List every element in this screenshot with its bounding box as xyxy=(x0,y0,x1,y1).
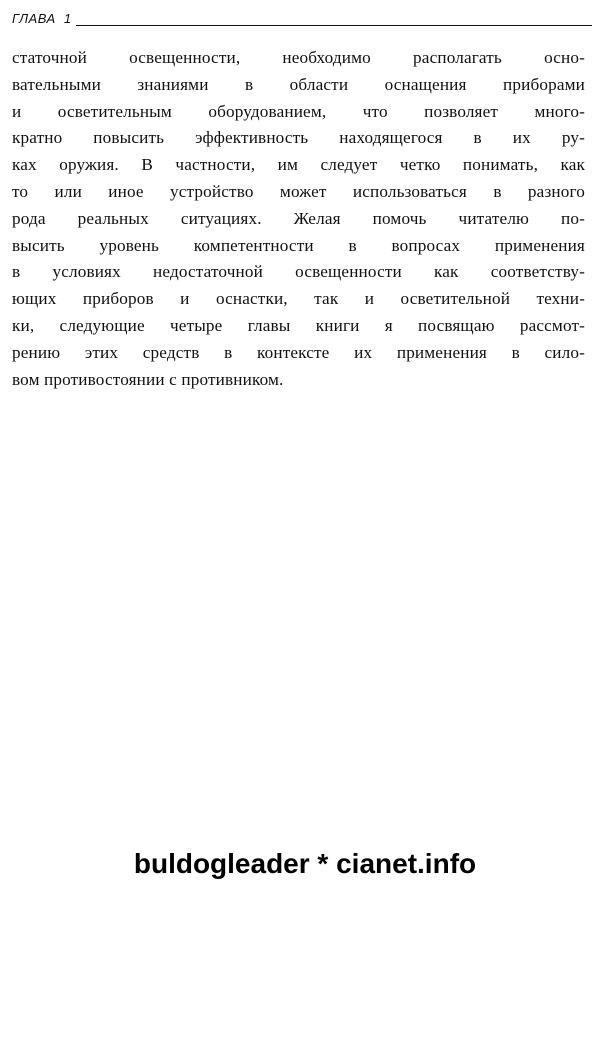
text-line: то или иное устройство может использоваться в разного xyxy=(12,181,585,201)
text-line: вом противостоянии с противником. xyxy=(12,369,284,389)
chapter-label: ГЛАВА 1 xyxy=(12,11,72,26)
text-line: рода реальных ситуациях. Желая помочь читателю по- xyxy=(12,208,585,228)
watermark-text: buldogleader * cianet.info xyxy=(133,848,477,879)
text-line: в условиях недостаточной освещенности как соответству- xyxy=(12,262,585,282)
running-header xyxy=(12,6,592,26)
text-line: статочной освещенности, необходимо располагать осно- xyxy=(12,48,585,67)
text-line: и осветительным оборудованием, что позволяет много- xyxy=(12,101,585,121)
text-line: вательными знаниями в области оснащения приборами xyxy=(12,74,585,94)
text-line: ющих приборов и оснастки, так и осветительной техни- xyxy=(12,289,585,309)
text-line: кратно повысить эффективность находящегося в их ру- xyxy=(12,128,585,148)
text-line: высить уровень компетентности в вопросах применения xyxy=(12,235,585,255)
header-rule xyxy=(76,25,592,26)
body-paragraph xyxy=(12,45,585,393)
text-line: ках оружия. В частности, им следует четко понимать, как xyxy=(12,155,585,175)
text-line: рению этих средств в контексте их применения в сило- xyxy=(12,342,585,362)
text-line: ки, следующие четыре главы книги я посвящаю рассмот- xyxy=(12,315,585,335)
